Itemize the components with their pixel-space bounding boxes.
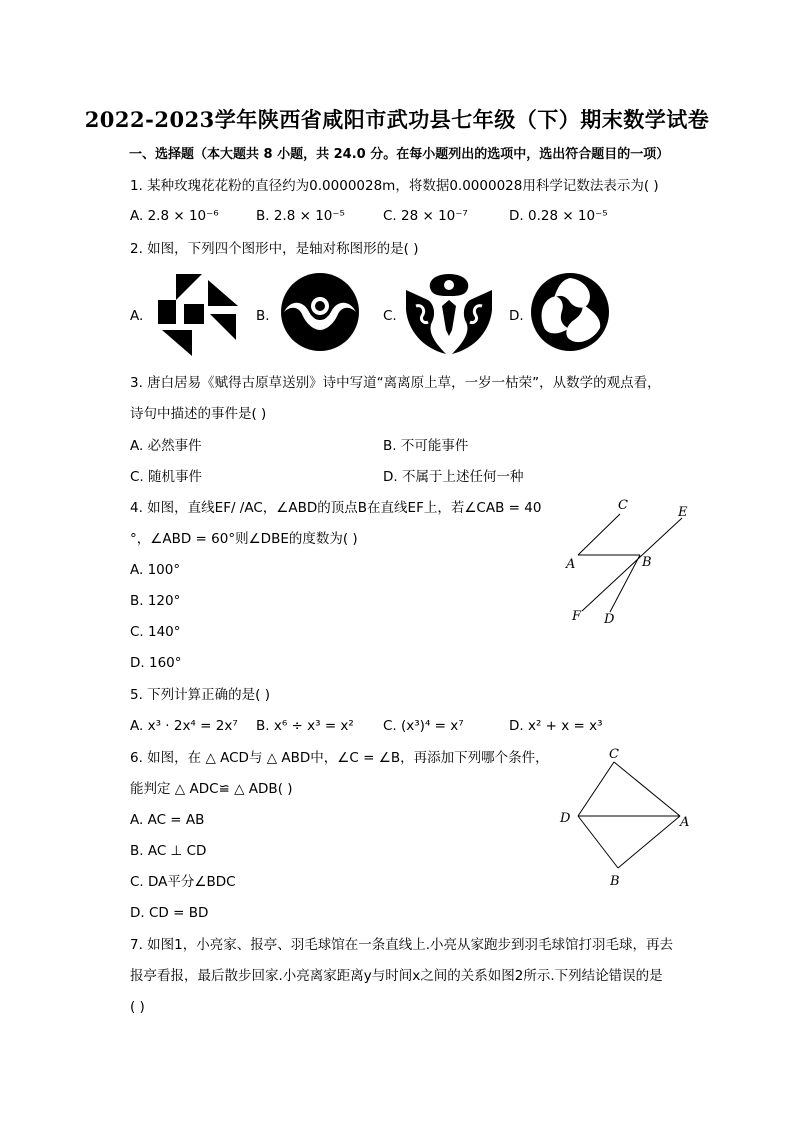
question-5-option-d: D. x² + x = x³ xyxy=(509,718,603,734)
question-6-stem-line1: 6. 如图，在 △ ACD与 △ ABD中，∠C = ∠B，再添加下列哪个条件， xyxy=(130,750,549,766)
question-7-stem-line1: 7. 如图1，小亮家、报亭、羽毛球馆在一条直线上.小亮从家跑步到羽毛球馆打羽毛球，再去 xyxy=(130,937,674,953)
question-4-diagram xyxy=(558,494,698,628)
question-3-option-d: D. 不属于上述任何一种 xyxy=(383,469,524,485)
question-5-option-b: B. x⁶ ÷ x³ = x² xyxy=(256,718,354,734)
question-4-option-a: A. 100° xyxy=(130,562,181,578)
question-5-option-a: A. x³ · 2x⁴ = 2x⁷ xyxy=(130,718,238,734)
label-b: B xyxy=(610,874,620,889)
question-2-option-d: D. xyxy=(509,308,524,324)
question-2-option-a: A. xyxy=(130,308,144,324)
question-4-option-b: B. 120° xyxy=(130,593,181,609)
question-6-option-d: D. CD = BD xyxy=(130,905,209,921)
label-d: D xyxy=(560,811,571,826)
question-3-stem-line2: 诗句中描述的事件是( ) xyxy=(130,406,267,422)
question-7-stem-line2: 报亭看报，最后散步回家.小亮离家距离y与时间x之间的关系如图2所示.下列结论错误的是 xyxy=(130,968,663,984)
label-f: F xyxy=(572,609,582,624)
question-6-stem-line2: 能判定 △ ADC≌ △ ADB( ) xyxy=(130,781,293,797)
question-3-stem-line1: 3. 唐白居易《赋得古原草送别》诗中写道“离离原上草，一岁一枯荣”，从数学的观点看， xyxy=(130,375,661,391)
question-1-stem: 1. 某种玫瑰花花粉的直径约为0.0000028m，将数据0.0000028用科学记数法表示为( ) xyxy=(130,178,659,194)
question-6-option-a: A. AC = AB xyxy=(130,812,205,828)
section-heading: 一、选择题（本大题共 8 小题，共 24.0 分。在每小题列出的选项中，选出符合题目的一项） xyxy=(129,147,670,162)
label-a: A xyxy=(680,815,690,830)
question-4-stem-line2: °，∠ABD = 60°则∠DBE的度数为( ) xyxy=(130,531,358,547)
figure-c-emblem-shape xyxy=(402,270,496,356)
figure-b-wave-circle xyxy=(280,272,360,352)
label-b: B xyxy=(642,555,652,570)
question-6-option-c: C. DA平分∠BDC xyxy=(130,874,236,890)
question-4-option-d: D. 160° xyxy=(130,655,182,671)
question-6-diagram xyxy=(556,746,696,892)
question-3-option-a: A. 必然事件 xyxy=(130,438,202,454)
question-7-stem-line3: ( ) xyxy=(130,999,145,1015)
question-4-option-c: C. 140° xyxy=(130,624,181,640)
question-5-stem: 5. 下列计算正确的是( ) xyxy=(130,687,270,703)
question-1-option-d: D. 0.28 × 10⁻⁵ xyxy=(509,208,608,224)
question-3-option-c: C. 随机事件 xyxy=(130,469,203,485)
question-1-option-c: C. 28 × 10⁻⁷ xyxy=(383,208,468,224)
figure-a-pinwheel-shape xyxy=(154,270,244,360)
page-title: 2022-2023学年陕西省咸阳市武功县七年级（下）期末数学试卷 xyxy=(84,107,710,132)
label-c: C xyxy=(609,747,619,762)
label-d: D xyxy=(604,612,615,627)
question-4-stem-line1: 4. 如图，直线EF/ /AC，∠ABD的顶点B在直线EF上，若∠CAB = 40 xyxy=(130,500,542,516)
question-1-option-b: B. 2.8 × 10⁻⁵ xyxy=(256,208,345,224)
question-3-option-b: B. 不可能事件 xyxy=(383,438,469,454)
question-1-option-a: A. 2.8 × 10⁻⁶ xyxy=(130,208,219,224)
figure-d-tomoe-circle xyxy=(530,272,610,352)
question-2-option-c: C. xyxy=(383,308,397,324)
question-2-option-b: B. xyxy=(256,308,270,324)
question-5-option-c: C. (x³)⁴ = x⁷ xyxy=(383,718,464,734)
label-c: C xyxy=(618,498,628,513)
label-a: A xyxy=(566,557,576,572)
question-6-option-b: B. AC ⊥ CD xyxy=(130,843,207,859)
question-2-stem: 2. 如图，下列四个图形中，是轴对称图形的是( ) xyxy=(130,241,419,257)
label-e: E xyxy=(678,505,688,520)
